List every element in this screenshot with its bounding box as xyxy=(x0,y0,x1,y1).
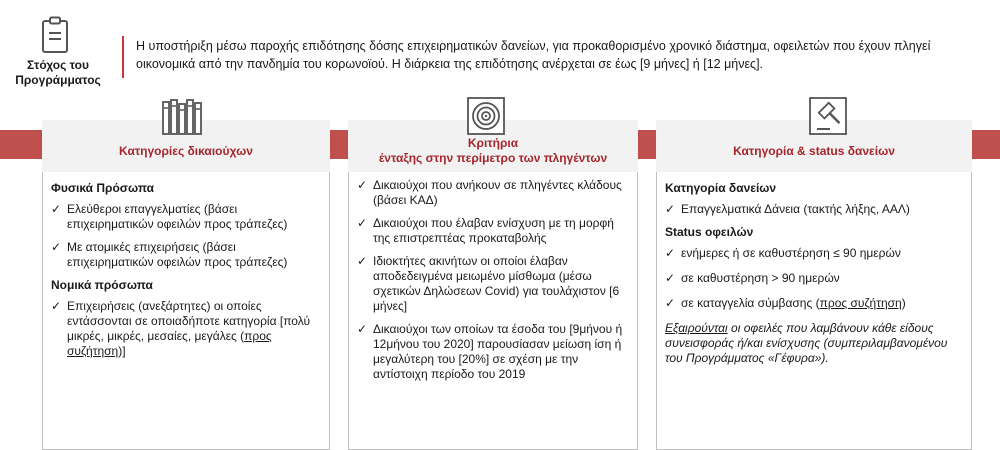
list-item-text: Δικαιούχοι που ανήκουν σε πληγέντες κλάδους (βάσει ΚΑΔ) xyxy=(373,178,622,207)
list-item-text-end: )] xyxy=(118,344,126,358)
loan-status-body xyxy=(656,172,972,450)
beneficiaries-body xyxy=(42,172,330,450)
criteria-column xyxy=(348,120,638,450)
loan-status-column xyxy=(656,120,972,450)
criteria-body xyxy=(348,172,638,450)
accent-band-right xyxy=(972,130,1000,159)
list-item xyxy=(357,322,629,382)
list-item-text-main: σε καταγγελία σύμβασης ( xyxy=(681,296,820,310)
list-item-text-main: Επιχειρήσεις (ανεξάρτητες) οι οποίες εντάσσονται σε οποιαδήποτε κατηγορία [πολύ μικρές, μικρές, μεσαίες, μεγάλες ( xyxy=(67,299,311,343)
loan-status-header: Κατηγορία & status δανείων xyxy=(656,120,972,172)
criteria-header-line1: Κριτήρια xyxy=(467,136,519,150)
list-item-text xyxy=(681,296,963,311)
check-icon: ✓ xyxy=(357,322,368,336)
list-item xyxy=(51,240,321,270)
under-discussion-link: προς συζήτηση xyxy=(67,329,272,358)
list-item xyxy=(357,216,629,246)
check-icon: ✓ xyxy=(357,178,368,192)
accent-band-mid2 xyxy=(636,130,658,159)
list-item xyxy=(357,178,629,208)
objective-label-line2: Προγράμματος xyxy=(15,73,101,87)
objective-text: Η υποστήριξη μέσω παροχής επιδότησης δόσης επιχειρηματικών δανείων, για προκαθορισμένο χρονικό διάστημα, οφειλετών που έχουν πληγεί οικονομικά από την πανδημία του κορωνοϊού. Η διάρκεια της επιδότησης ανέρχεται σε έως [9 μήνες] ή [12 μήνες]. xyxy=(136,39,931,71)
objective-label xyxy=(10,58,106,88)
check-icon: ✓ xyxy=(51,299,62,313)
loan-category-title: Κατηγορία δανείων xyxy=(665,181,777,195)
list-item-text-end: ) xyxy=(901,296,906,310)
check-icon: ✓ xyxy=(665,202,676,216)
list-item xyxy=(665,202,963,217)
under-discussion-link: προς συζήτηση xyxy=(819,296,902,310)
list-item xyxy=(357,254,629,314)
exclusion-note-keyword: Εξαιρούνται xyxy=(665,321,728,335)
objective-label-line1: Στόχος του xyxy=(27,58,89,72)
check-icon: ✓ xyxy=(665,246,676,260)
exclusion-note-text: οι οφειλές που λαμβάνουν κάθε είδους συνεισφοράς ή/και ενίσχυσης (συμπεριλαμβανομένου του Προγράμματος «Γέφυρα»). xyxy=(665,321,948,365)
list-item xyxy=(51,299,321,359)
exclusion-note xyxy=(665,321,963,366)
list-item xyxy=(51,202,321,232)
list-item-text: Ιδιοκτήτες ακινήτων οι οποίοι έλαβαν αποδεδειγμένα μειωμένο μίσθωμα (μέσω σχετικών Δηλώσεων Covid) για τουλάχιστον [6 μήνες] xyxy=(373,254,620,313)
list-item xyxy=(665,296,963,311)
accent-band-mid1 xyxy=(328,130,350,159)
list-item xyxy=(665,246,963,261)
check-icon: ✓ xyxy=(357,254,368,268)
list-item-text: Δικαιούχοι των οποίων τα έσοδα του [9μήνου ή 12μήνου του 2020] παρουσίασαν μείωση ίση ή μεγαλύτερη του [20%] σε σχέση με την αντίστοιχη περίοδο του 2019 xyxy=(373,322,623,381)
check-icon: ✓ xyxy=(357,216,368,230)
legal-entities-title: Νομικά πρόσωπα xyxy=(51,278,153,292)
list-item-text: ενήμερες ή σε καθυστέρηση ≤ 90 ημερών xyxy=(681,246,901,260)
list-item xyxy=(665,271,963,286)
check-icon: ✓ xyxy=(665,296,676,310)
natural-persons-title: Φυσικά Πρόσωπα xyxy=(51,181,155,195)
accent-band-left xyxy=(0,130,44,159)
criteria-header-line2: ένταξης στην περίμετρο των πληγέντων xyxy=(378,151,608,165)
list-item-text: Επαγγελματικά Δάνεια (τακτής λήξης, ΑΑΛ) xyxy=(681,202,910,216)
list-item-text: σε καθυστέρηση > 90 ημερών xyxy=(681,271,840,285)
list-item-text: Με ατομικές επιχειρήσεις (βάσει επιχειρηματικών οφειλών προς τράπεζες) xyxy=(67,240,288,269)
list-item-text: Ελεύθεροι επαγγελματίες (βάσει επιχειρηματικών οφειλών προς τράπεζες) xyxy=(67,202,288,231)
debt-status-title: Status οφειλών xyxy=(665,225,754,239)
clipboard-icon xyxy=(40,16,70,54)
beneficiaries-column xyxy=(42,120,330,450)
check-icon: ✓ xyxy=(51,240,62,254)
beneficiaries-header: Κατηγορίες δικαιούχων xyxy=(42,120,330,172)
list-item-text xyxy=(67,299,321,359)
objective-divider xyxy=(122,36,124,78)
check-icon: ✓ xyxy=(665,271,676,285)
books-icon xyxy=(162,96,202,136)
check-icon: ✓ xyxy=(51,202,62,216)
gavel-icon xyxy=(808,96,848,136)
target-icon xyxy=(466,96,506,136)
list-item-text: Δικαιούχοι που έλαβαν ενίσχυση με τη μορφή της επιστρεπτέας προκαταβολής xyxy=(373,216,614,245)
